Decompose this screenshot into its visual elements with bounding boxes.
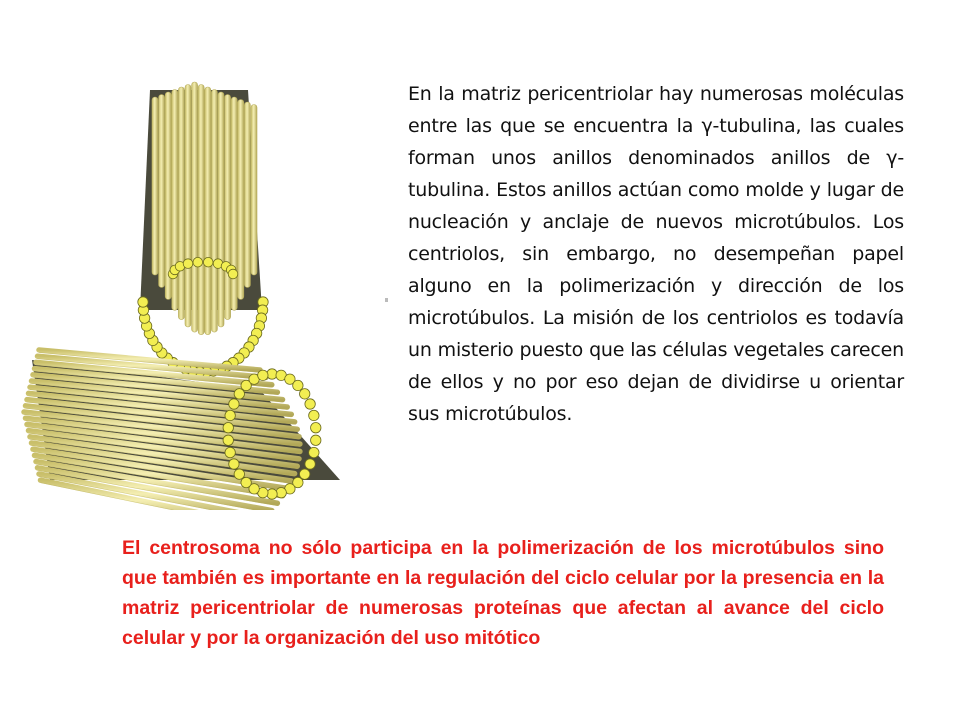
tubule-end	[241, 477, 251, 487]
tubule-end	[223, 435, 233, 445]
vertical-tubule	[178, 87, 184, 320]
tubule-end	[138, 297, 148, 307]
vertical-tubule	[159, 95, 165, 288]
tubule-end	[225, 447, 235, 457]
tubule-end	[234, 469, 244, 479]
vertical-centriole	[138, 82, 268, 377]
tubule-end	[193, 257, 203, 267]
tubule-end	[267, 369, 277, 379]
tubule-end	[276, 487, 286, 497]
tubule-end	[299, 389, 309, 399]
tubule-end	[309, 447, 319, 457]
vertical-tubule	[238, 100, 244, 300]
tubule-end	[299, 469, 309, 479]
vertical-tubule	[198, 85, 204, 335]
tubule-end	[223, 423, 233, 433]
tubule-end	[229, 399, 239, 409]
tubule-end	[311, 423, 321, 433]
tubule-end	[311, 435, 321, 445]
vertical-tubule	[192, 82, 198, 332]
vertical-tubule	[185, 85, 191, 327]
tubule-end	[309, 410, 319, 420]
vertical-tubule	[225, 95, 231, 320]
tubule-end	[228, 269, 238, 279]
centrosome-note: El centrosoma no sólo participa en la polimerización de los microtúbulos sino que también es importante en la regulación del ciclo celular por la presencia en la matriz pericentriolar de numerosas proteínas que afectan al avance del ciclo celular y por la organización del uso mitótico	[122, 537, 884, 649]
vertical-tubule	[205, 87, 211, 335]
tubule-end	[267, 489, 277, 499]
vertical-tubule	[218, 92, 224, 327]
horizontal-centriole	[24, 350, 340, 510]
centriole-pair-illustration	[10, 60, 390, 510]
tubule-end	[305, 459, 315, 469]
tubule-end	[203, 257, 213, 267]
vertical-tubule	[211, 90, 217, 333]
tubule-end	[234, 389, 244, 399]
tubule-end	[305, 399, 315, 409]
tubule-end	[183, 259, 193, 269]
speck	[385, 298, 388, 302]
tubule-end	[225, 410, 235, 420]
tubule-end	[229, 459, 239, 469]
tubule-end	[258, 370, 268, 380]
main-paragraph: En la matriz pericentriolar hay numerosas moléculas entre las que se encuentra la γ-tubulina, las cuales forman unos anillos denominados anillos de γ-tubulina. Estos anillos actúan como molde y lugar de nucleación y anclaje de nuevos microtúbulos. Los centriolos, sin embargo, no desempeñan papel alguno en la polimerización y dirección de los microtúbulos. La misión de los centriolos es todavía un misterio puesto que las células vegetales carecen de ellos y no por eso dejan de dividirse u orientar sus microtúbulos.	[408, 83, 904, 425]
tubule-end	[293, 380, 303, 390]
vertical-tubule	[244, 102, 250, 287]
vertical-tubule	[152, 97, 158, 275]
vertical-tubule	[251, 105, 257, 276]
